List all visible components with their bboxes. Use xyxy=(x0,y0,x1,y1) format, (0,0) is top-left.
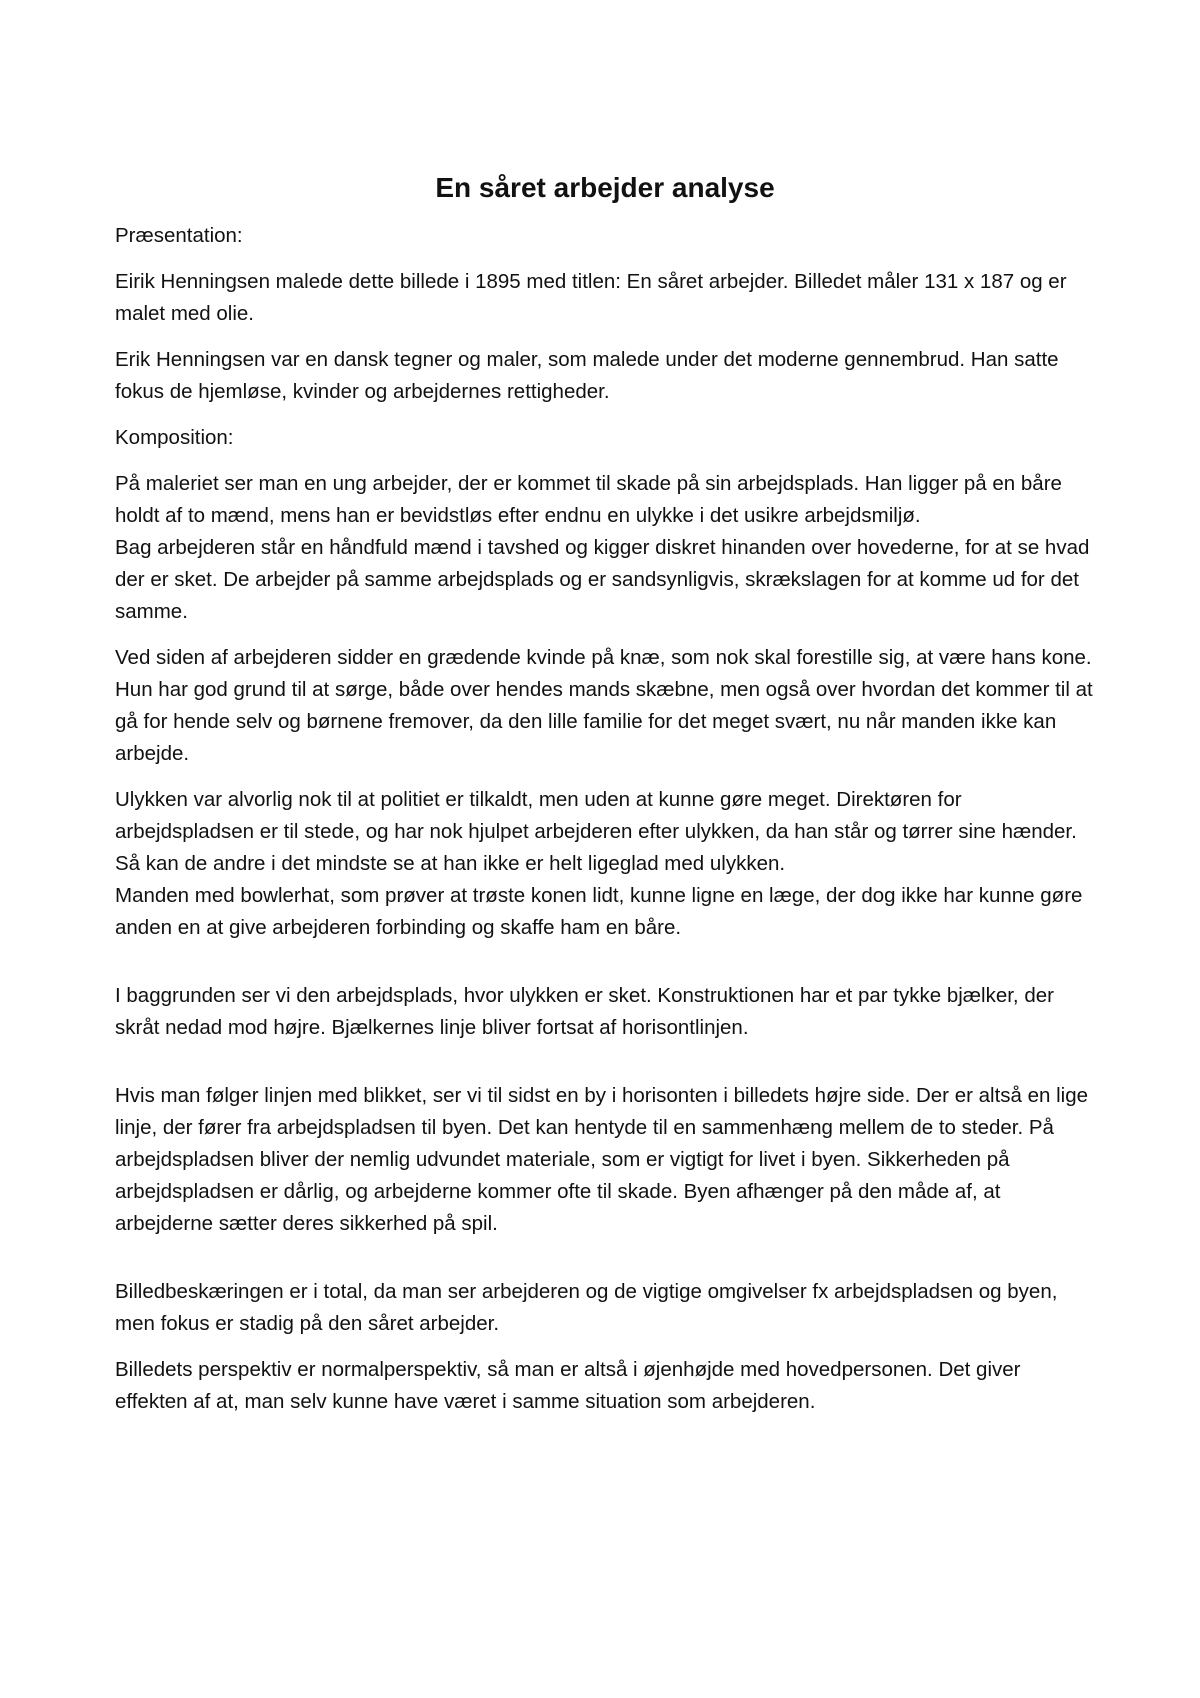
section-heading-presentation: Præsentation: xyxy=(115,224,243,248)
paragraph-accident-part-2: Manden med bowlerhat, som prøver at trøste konen lidt, kunne ligne en læge, der dog ikke har kunne gøre anden en at give arbejderen forbinding og skaffe ham en båre. xyxy=(115,884,1083,940)
paragraph-artist: Erik Henningsen var en dansk tegner og maler, som malede under det moderne gennembrud. Han satte fokus de hjemløse, kvinder og arbejdernes rettigheder. xyxy=(115,348,1059,404)
paragraph-background: I baggrunden ser vi den arbejdsplads, hvor ulykken er sket. Konstruktionen har et par tykke bjælker, der skråt nedad mod højre. Bjælkernes linje bliver fortsat af horisontlinjen. xyxy=(115,984,1054,1040)
paragraph-worker-part-2: Bag arbejderen står en håndfuld mænd i tavshed og kigger diskret hinanden over hovederne, for at se hvad der er sket. De arbejder på samme arbejdsplads og er sandsynligvis, skrækslagen for at komme ud for det samme. xyxy=(115,536,1090,624)
paragraph-worker xyxy=(115,468,1095,628)
paragraph-cropping: Billedbeskæringen er i total, da man ser arbejderen og de vigtige omgivelser fx arbejdspladsen og byen, men fokus er stadig på den såret arbejder. xyxy=(115,1280,1058,1336)
paragraph-woman: Ved siden af arbejderen sidder en grædende kvinde på knæ, som nok skal forestille sig, at være hans kone. Hun har god grund til at sørge, både over hendes mands skæbne, men også over hvordan det kommer til at gå for hende selv og børnene fremover, da den lille familie for det meget svært, nu når manden ikke kan arbejde. xyxy=(115,646,1093,766)
document-title: En såret arbejder analyse xyxy=(435,172,775,203)
paragraph-accident-part-1: Ulykken var alvorlig nok til at politiet er tilkaldt, men uden at kunne gøre meget. Direktøren for arbejdspladsen er til stede, og har nok hjulpet arbejderen efter ulykken, da han står og tørrer sine hænder. Så kan de andre i det mindste se at han ikke er helt ligeglad med ulykken. xyxy=(115,788,1077,876)
spacer xyxy=(115,1058,1095,1080)
document-body xyxy=(115,170,1095,1432)
section-heading-composition: Komposition: xyxy=(115,426,234,450)
paragraph-perspective: Billedets perspektiv er normalperspektiv, så man er altså i øjenhøjde med hovedpersonen. Det giver effekten af at, man selv kunne have været i samme situation som arbejderen. xyxy=(115,1358,1021,1414)
paragraph-intro: Eirik Henningsen malede dette billede i 1895 med titlen: En såret arbejder. Billedet måler 131 x 187 og er malet med olie. xyxy=(115,270,1067,326)
paragraph-worker-part-1: På maleriet ser man en ung arbejder, der er kommet til skade på sin arbejdsplads. Han ligger på en båre holdt af to mænd, mens han er bevidstløs efter endnu en ulykke i det usikre arbejdsmiljø. xyxy=(115,472,1062,528)
paragraph-accident xyxy=(115,784,1095,944)
spacer xyxy=(115,1254,1095,1276)
paragraph-horizon: Hvis man følger linjen med blikket, ser vi til sidst en by i horisonten i billedets højre side. Der er altså en lige linje, der fører fra arbejdspladsen til byen. Det kan hentyde til en sammenhæng mellem de to steder. På arbejdspladsen bliver der nemlig udvundet materiale, som er vigtigt for livet i byen. Sikkerheden på arbejdspladsen er dårlig, og arbejderne kommer ofte til skade. Byen afhænger på den måde af, at arbejderne sætter deres sikkerhed på spil. xyxy=(115,1084,1089,1236)
spacer xyxy=(115,958,1095,980)
